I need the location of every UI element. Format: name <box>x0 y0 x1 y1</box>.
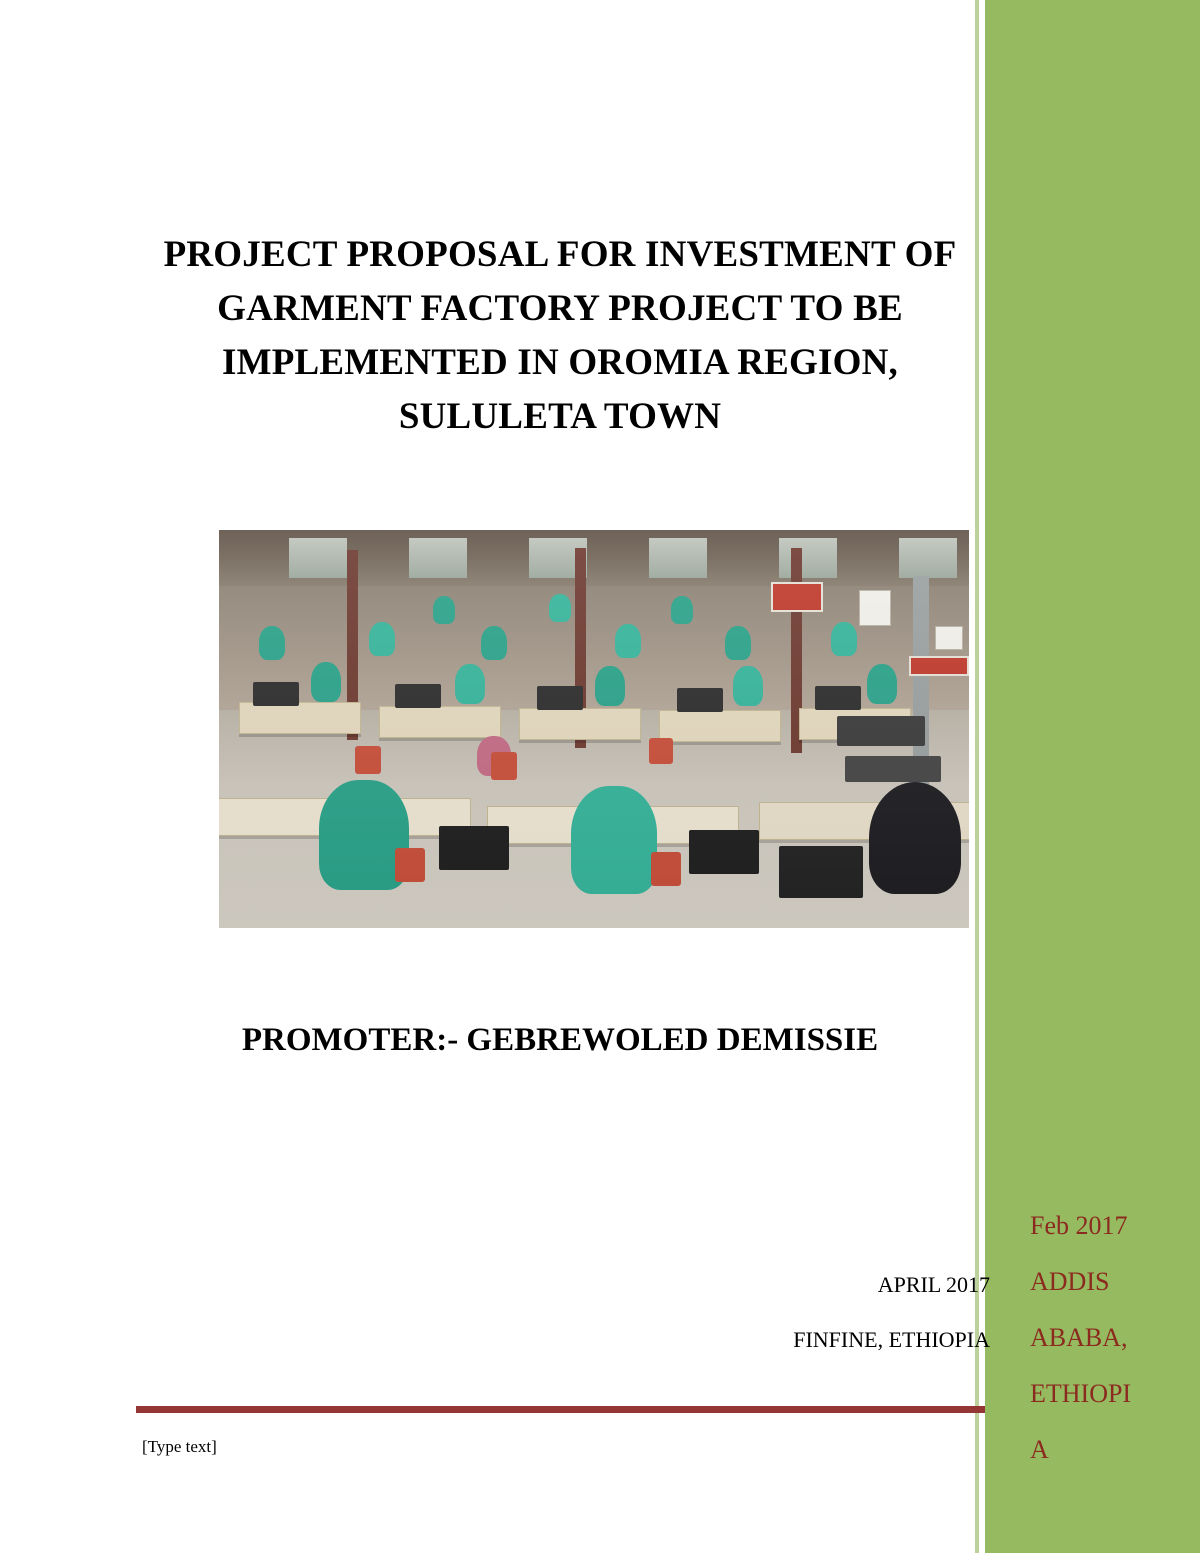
photo-worktable <box>379 706 501 738</box>
place-line: FINFINE, ETHIOPIA <box>793 1327 990 1352</box>
photo-window <box>409 538 467 578</box>
side-band-line-1: Feb 2017 <box>1030 1211 1128 1240</box>
photo-bin <box>355 746 381 774</box>
side-band-line-5: A <box>1030 1435 1049 1464</box>
photo-worker <box>549 594 571 622</box>
photo-window <box>649 538 707 578</box>
photo-bin <box>491 752 517 780</box>
photo-bin <box>395 848 425 882</box>
cover-image <box>219 530 969 928</box>
photo-worktable <box>659 710 781 742</box>
photo-worker <box>259 626 285 660</box>
photo-worker <box>369 622 395 656</box>
photo-sign <box>859 590 891 626</box>
side-band-line-4: ETHIOPI <box>1030 1379 1132 1408</box>
title-line-2: GARMENT FACTORY PROJECT TO BE <box>217 288 903 329</box>
photo-worker <box>455 664 485 704</box>
photo-sewing-machine <box>439 826 509 870</box>
side-band-text <box>1030 1198 1190 1478</box>
photo-worker <box>671 596 693 624</box>
photo-worker <box>481 626 507 660</box>
photo-sewing-machine <box>677 688 723 712</box>
photo-worker <box>311 662 341 702</box>
photo-window <box>779 538 837 578</box>
side-band-line-2: ADDIS <box>1030 1267 1110 1296</box>
photo-sewing-machine <box>395 684 441 708</box>
date-line: APRIL 2017 <box>877 1272 990 1297</box>
photo-sign <box>909 656 969 676</box>
cover-image-canvas <box>219 530 969 928</box>
photo-worker-foreground <box>869 782 961 894</box>
photo-cart <box>837 716 925 746</box>
promoter-line: PROMOTER:- GEBREWOLED DEMISSIE <box>241 1022 879 1058</box>
photo-sign <box>935 626 963 650</box>
photo-worker <box>733 666 763 706</box>
photo-cart <box>845 756 941 782</box>
photo-sewing-machine <box>689 830 759 874</box>
photo-sewing-machine <box>537 686 583 710</box>
photo-window <box>899 538 957 578</box>
title-line-3: IMPLEMENTED IN OROMIA REGION, <box>222 342 898 383</box>
title-line-4: SULULETA TOWN <box>398 396 722 437</box>
photo-bin <box>651 852 681 886</box>
photo-worker <box>725 626 751 660</box>
title-line-1: PROJECT PROPOSAL FOR INVESTMENT OF <box>163 234 957 275</box>
side-band-line-3: ABABA, <box>1030 1323 1128 1352</box>
photo-sign <box>771 582 823 612</box>
photo-worker <box>595 666 625 706</box>
photo-worktable <box>239 702 361 734</box>
photo-worker <box>615 624 641 658</box>
photo-window <box>289 538 347 578</box>
photo-sewing-machine <box>815 686 861 710</box>
photo-sewing-machine <box>253 682 299 706</box>
photo-sewing-machine <box>779 846 863 898</box>
photo-worker-foreground <box>571 786 657 894</box>
photo-worker <box>433 596 455 624</box>
photo-worker <box>831 622 857 656</box>
footer-divider <box>136 1406 985 1413</box>
photo-worktable <box>519 708 641 740</box>
photo-bin <box>649 738 673 764</box>
footer-placeholder-text: [Type text] <box>142 1437 217 1456</box>
page-title <box>120 228 1000 444</box>
photo-worker <box>867 664 897 704</box>
